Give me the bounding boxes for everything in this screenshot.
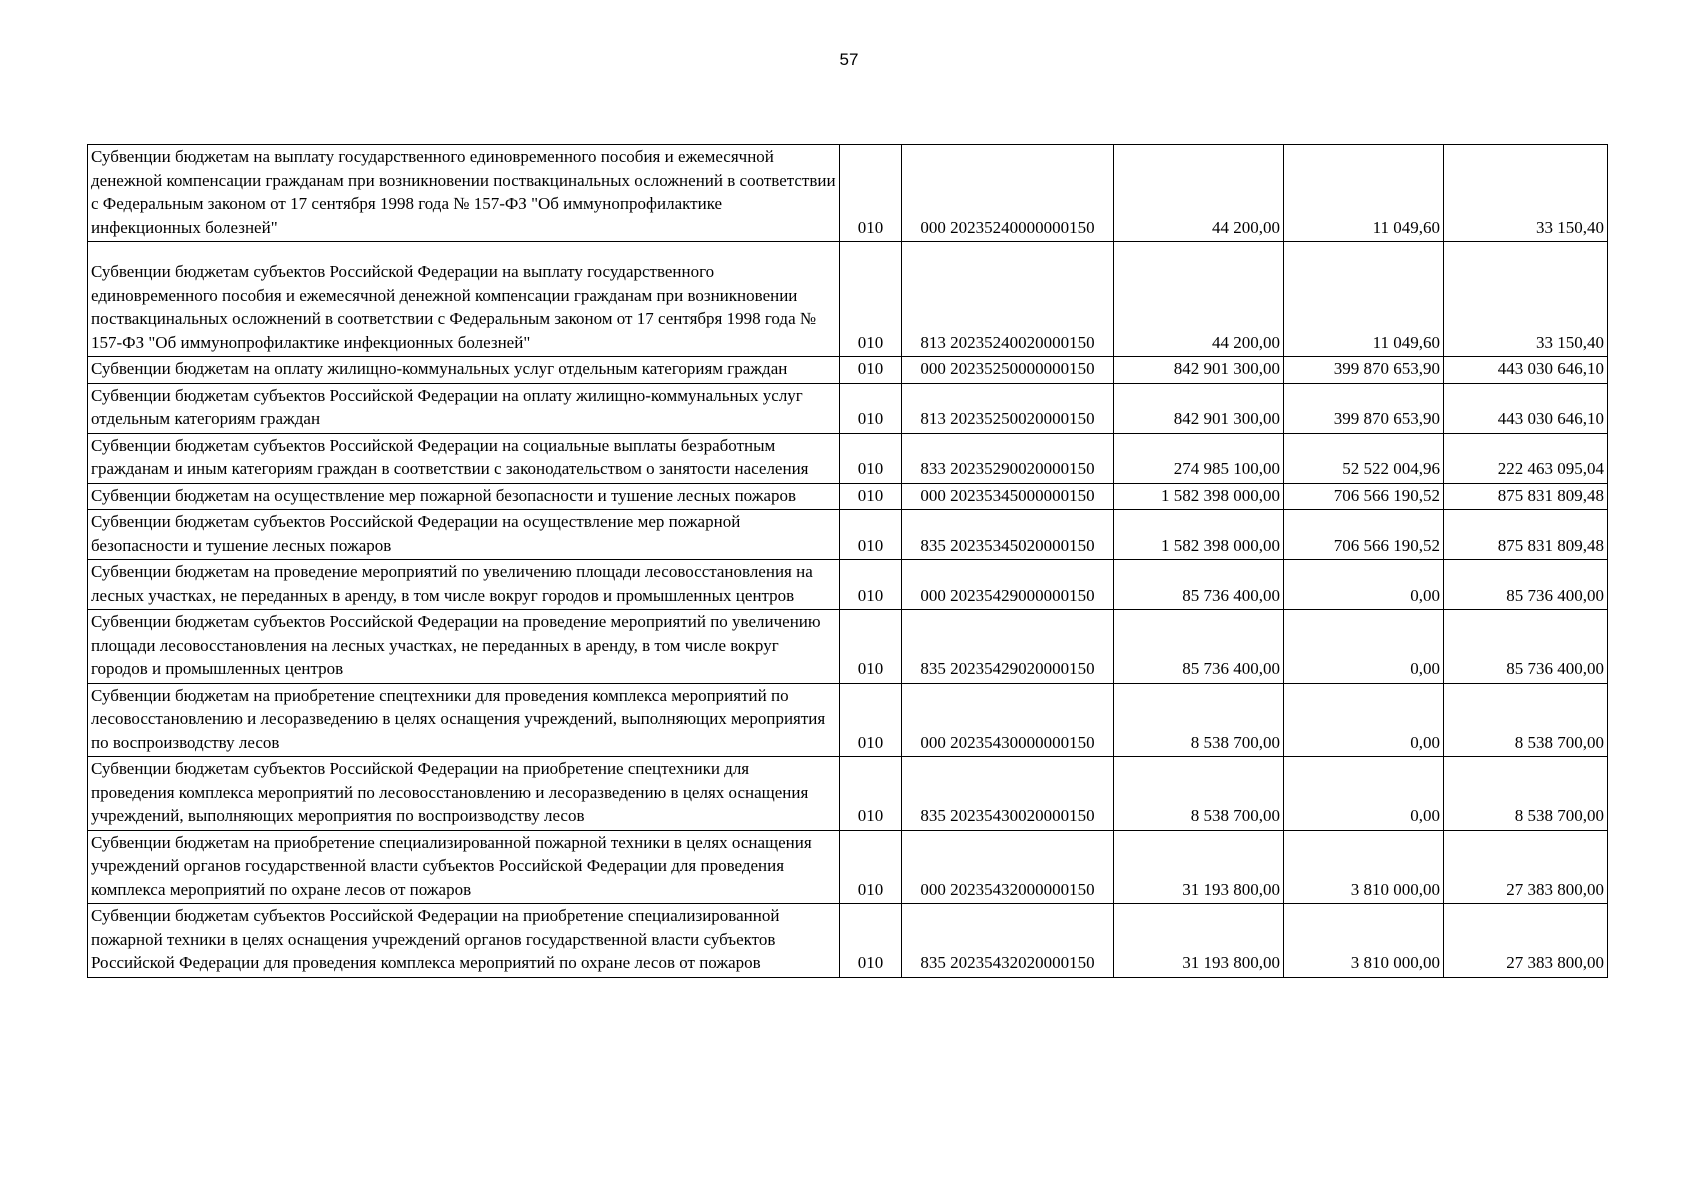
line-code-cell: 010 <box>840 433 902 483</box>
line-code-cell: 010 <box>840 357 902 384</box>
unexecuted-amount-cell: 8 538 700,00 <box>1444 683 1608 757</box>
unexecuted-amount-cell: 85 736 400,00 <box>1444 560 1608 610</box>
budget-classification-code-cell: 000 20235429000000150 <box>902 560 1114 610</box>
unexecuted-amount-cell: 33 150,40 <box>1444 242 1608 357</box>
line-code-cell: 010 <box>840 483 902 510</box>
income-name-cell: Субвенции бюджетам на приобретение специализированной пожарной техники в целях оснащения учреждений органов государственной власти субъектов Российской Федерации для проведения комплекса мероприятий по охране лесов от пожаров <box>88 830 840 904</box>
income-name-cell: Субвенции бюджетам субъектов Российской Федерации на приобретение спецтехники для проведения комплекса мероприятий по лесовосстановлению и лесоразведению в целях оснащения учреждений, выполняющих мероприятия по воспроизводству лесов <box>88 757 840 831</box>
table-row <box>88 560 1608 610</box>
budget-classification-code-cell: 000 20235432000000150 <box>902 830 1114 904</box>
table-row <box>88 610 1608 684</box>
unexecuted-amount-cell: 33 150,40 <box>1444 145 1608 242</box>
budget-classification-code-cell: 000 20235240000000150 <box>902 145 1114 242</box>
line-code-cell: 010 <box>840 904 902 978</box>
unexecuted-amount-cell: 443 030 646,10 <box>1444 357 1608 384</box>
line-code-cell: 010 <box>840 757 902 831</box>
executed-amount-cell: 3 810 000,00 <box>1284 904 1444 978</box>
unexecuted-amount-cell: 27 383 800,00 <box>1444 830 1608 904</box>
income-name-cell: Субвенции бюджетам на проведение мероприятий по увеличению площади лесовосстановления на лесных участках, не переданных в аренду, в том числе вокруг городов и промышленных центров <box>88 560 840 610</box>
executed-amount-cell: 3 810 000,00 <box>1284 830 1444 904</box>
unexecuted-amount-cell: 222 463 095,04 <box>1444 433 1608 483</box>
income-name-cell: Субвенции бюджетам на осуществление мер пожарной безопасности и тушение лесных пожаров <box>88 483 840 510</box>
executed-amount-cell: 0,00 <box>1284 560 1444 610</box>
table-row <box>88 145 1608 242</box>
executed-amount-cell: 706 566 190,52 <box>1284 510 1444 560</box>
budget-classification-code-cell: 835 20235429020000150 <box>902 610 1114 684</box>
budget-classification-code-cell: 813 20235250020000150 <box>902 383 1114 433</box>
executed-amount-cell: 11 049,60 <box>1284 145 1444 242</box>
line-code-cell: 010 <box>840 610 902 684</box>
approved-amount-cell: 8 538 700,00 <box>1114 757 1284 831</box>
budget-classification-code-cell: 833 20235290020000150 <box>902 433 1114 483</box>
unexecuted-amount-cell: 27 383 800,00 <box>1444 904 1608 978</box>
budget-classification-code-cell: 835 20235432020000150 <box>902 904 1114 978</box>
table-row <box>88 757 1608 831</box>
table-row <box>88 483 1608 510</box>
approved-amount-cell: 1 582 398 000,00 <box>1114 483 1284 510</box>
table-row <box>88 383 1608 433</box>
unexecuted-amount-cell: 85 736 400,00 <box>1444 610 1608 684</box>
line-code-cell: 010 <box>840 242 902 357</box>
line-code-cell: 010 <box>840 145 902 242</box>
executed-amount-cell: 399 870 653,90 <box>1284 357 1444 384</box>
income-name-cell: Субвенции бюджетам на выплату государственного единовременного пособия и ежемесячной денежной компенсации гражданам при возникновении поствакцинальных осложнений в соответствии с Федеральным законом от 17 сентября 1998 года № 157-ФЗ "Об иммунопрофилактике инфекционных болезней" <box>88 145 840 242</box>
unexecuted-amount-cell: 8 538 700,00 <box>1444 757 1608 831</box>
budget-table-body <box>88 145 1608 978</box>
approved-amount-cell: 842 901 300,00 <box>1114 383 1284 433</box>
budget-classification-code-cell: 000 20235430000000150 <box>902 683 1114 757</box>
executed-amount-cell: 11 049,60 <box>1284 242 1444 357</box>
budget-classification-code-cell: 000 20235345000000150 <box>902 483 1114 510</box>
approved-amount-cell: 274 985 100,00 <box>1114 433 1284 483</box>
approved-amount-cell: 31 193 800,00 <box>1114 904 1284 978</box>
table-row <box>88 904 1608 978</box>
approved-amount-cell: 85 736 400,00 <box>1114 560 1284 610</box>
budget-classification-code-cell: 835 20235345020000150 <box>902 510 1114 560</box>
income-name-cell: Субвенции бюджетам субъектов Российской Федерации на выплату государственного единовременного пособия и ежемесячной денежной компенсации гражданам при возникновении поствакцинальных осложнений в соответствии с Федеральным законом от 17 сентября 1998 года № 157-ФЗ "Об иммунопрофилактике инфекционных болезней" <box>88 242 840 357</box>
executed-amount-cell: 52 522 004,96 <box>1284 433 1444 483</box>
income-name-cell: Субвенции бюджетам на оплату жилищно-коммунальных услуг отдельным категориям граждан <box>88 357 840 384</box>
income-name-cell: Субвенции бюджетам субъектов Российской Федерации на социальные выплаты безработным гражданам и иным категориям граждан в соответствии с законодательством о занятости населения <box>88 433 840 483</box>
executed-amount-cell: 0,00 <box>1284 757 1444 831</box>
executed-amount-cell: 0,00 <box>1284 610 1444 684</box>
table-row <box>88 683 1608 757</box>
approved-amount-cell: 842 901 300,00 <box>1114 357 1284 384</box>
income-name-cell: Субвенции бюджетам субъектов Российской Федерации на проведение мероприятий по увеличению площади лесовосстановления на лесных участках, не переданных в аренду, в том числе вокруг городов и промышленных центров <box>88 610 840 684</box>
executed-amount-cell: 706 566 190,52 <box>1284 483 1444 510</box>
income-name-cell: Субвенции бюджетам субъектов Российской Федерации на осуществление мер пожарной безопасности и тушение лесных пожаров <box>88 510 840 560</box>
table-row <box>88 510 1608 560</box>
approved-amount-cell: 44 200,00 <box>1114 242 1284 357</box>
line-code-cell: 010 <box>840 830 902 904</box>
table-row <box>88 433 1608 483</box>
approved-amount-cell: 85 736 400,00 <box>1114 610 1284 684</box>
unexecuted-amount-cell: 875 831 809,48 <box>1444 510 1608 560</box>
unexecuted-amount-cell: 443 030 646,10 <box>1444 383 1608 433</box>
line-code-cell: 010 <box>840 383 902 433</box>
approved-amount-cell: 8 538 700,00 <box>1114 683 1284 757</box>
income-name-cell: Субвенции бюджетам субъектов Российской Федерации на оплату жилищно-коммунальных услуг отдельным категориям граждан <box>88 383 840 433</box>
unexecuted-amount-cell: 875 831 809,48 <box>1444 483 1608 510</box>
budget-table <box>87 144 1608 978</box>
budget-classification-code-cell: 835 20235430020000150 <box>902 757 1114 831</box>
table-row <box>88 830 1608 904</box>
line-code-cell: 010 <box>840 510 902 560</box>
page-number: 57 <box>839 50 859 69</box>
income-name-cell: Субвенции бюджетам субъектов Российской Федерации на приобретение специализированной пожарной техники в целях оснащения учреждений органов государственной власти субъектов Российской Федерации для проведения комплекса мероприятий по охране лесов от пожаров <box>88 904 840 978</box>
approved-amount-cell: 31 193 800,00 <box>1114 830 1284 904</box>
income-name-cell: Субвенции бюджетам на приобретение спецтехники для проведения комплекса мероприятий по лесовосстановлению и лесоразведению в целях оснащения учреждений, выполняющих мероприятия по воспроизводству лесов <box>88 683 840 757</box>
approved-amount-cell: 1 582 398 000,00 <box>1114 510 1284 560</box>
budget-classification-code-cell: 000 20235250000000150 <box>902 357 1114 384</box>
budget-classification-code-cell: 813 20235240020000150 <box>902 242 1114 357</box>
table-row <box>88 242 1608 357</box>
line-code-cell: 010 <box>840 683 902 757</box>
approved-amount-cell: 44 200,00 <box>1114 145 1284 242</box>
executed-amount-cell: 399 870 653,90 <box>1284 383 1444 433</box>
table-row <box>88 357 1608 384</box>
line-code-cell: 010 <box>840 560 902 610</box>
executed-amount-cell: 0,00 <box>1284 683 1444 757</box>
